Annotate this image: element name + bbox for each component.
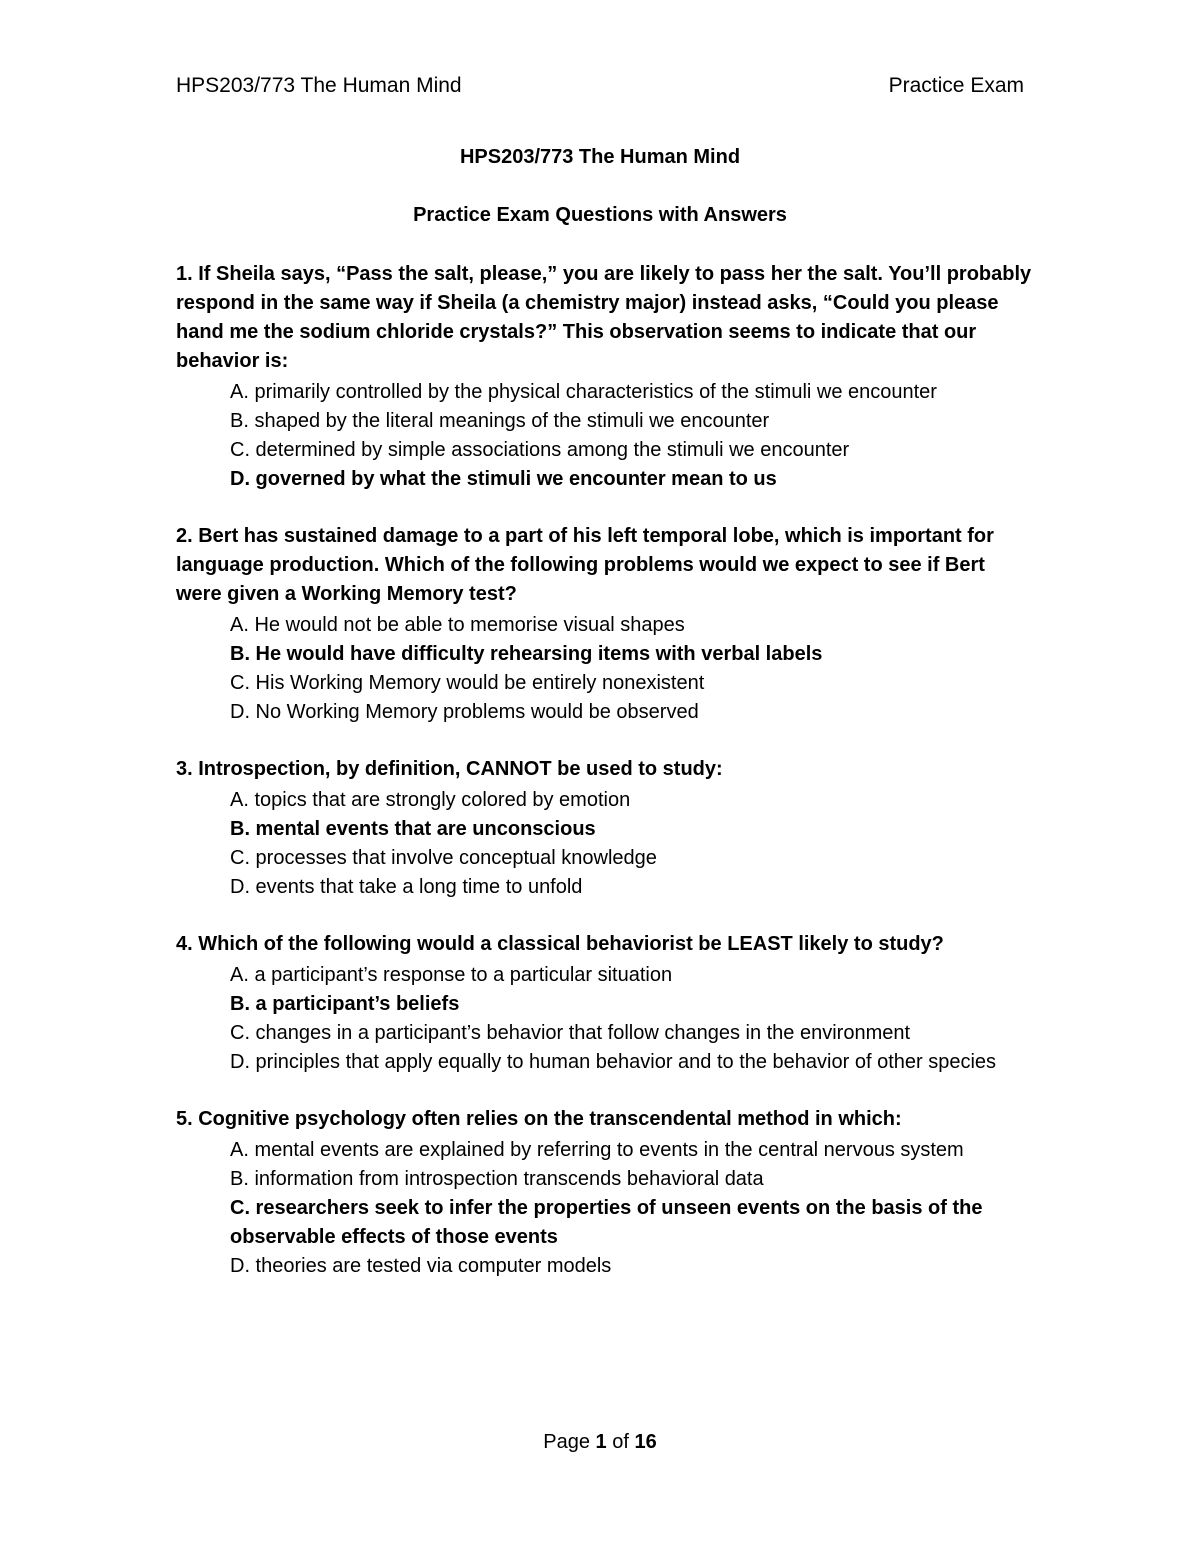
option-a: A. mental events are explained by referring to events in the central nervous system	[230, 1139, 964, 1161]
question-3	[176, 755, 1036, 902]
option-c: C. His Working Memory would be entirely nonexistent	[230, 672, 705, 694]
option-c: C. determined by simple associations among the stimuli we encounter	[230, 439, 850, 461]
page-footer	[0, 1427, 1200, 1457]
question-stem: 3. Introspection, by definition, CANNOT be used to study:	[176, 758, 723, 780]
option-b: B. information from introspection transcends behavioral data	[230, 1168, 764, 1190]
document-subtitle: Practice Exam Questions with Answers	[413, 204, 787, 226]
question-1	[176, 260, 1036, 494]
answer-options	[230, 378, 1036, 494]
option-a: A. He would not be able to memorise visual shapes	[230, 614, 685, 636]
question-stem: 4. Which of the following would a classical behaviorist be LEAST likely to study?	[176, 933, 944, 955]
answer-options	[230, 611, 1036, 727]
option-a: A. a participant’s response to a particular situation	[230, 964, 673, 986]
question-stem: 2. Bert has sustained damage to a part of his left temporal lobe, which is important for language production. Which of the following problems would we expect to see if Bert were given a Working Memory test?	[176, 525, 994, 605]
header-course-title: HPS203/773 The Human Mind	[176, 74, 462, 97]
question-5	[176, 1105, 1036, 1281]
option-c: C. processes that involve conceptual knowledge	[230, 847, 657, 869]
document-title: HPS203/773 The Human Mind	[459, 146, 741, 168]
option-d: D. events that take a long time to unfold	[230, 876, 583, 898]
option-b: B. a participant’s beliefs	[230, 993, 460, 1015]
page-label: Page	[543, 1431, 590, 1453]
option-b: B. He would have difficulty rehearsing items with verbal labels	[230, 643, 823, 665]
total-page-count: 16	[634, 1431, 657, 1453]
option-a: A. topics that are strongly colored by emotion	[230, 789, 631, 811]
option-d: D. principles that apply equally to human behavior and to the behavior of other species	[230, 1051, 997, 1073]
question-stem: 1. If Sheila says, “Pass the salt, please,” you are likely to pass her the salt. You’ll probably respond in the same way if Sheila (a chemistry major) instead asks, “Could you please hand me the sodium chloride crystals?” This observation seems to indicate that our behavior is:	[176, 263, 1032, 372]
answer-options	[230, 1136, 1036, 1281]
option-d: D. theories are tested via computer models	[230, 1255, 612, 1277]
running-header	[176, 70, 1024, 102]
header-doc-type: Practice Exam	[888, 74, 1024, 97]
question-2	[176, 522, 1036, 727]
option-a: A. primarily controlled by the physical characteristics of the stimuli we encounter	[230, 381, 937, 403]
question-4	[176, 930, 1036, 1077]
option-b: B. mental events that are unconscious	[230, 818, 596, 840]
option-c: C. changes in a participant’s behavior that follow changes in the environment	[230, 1022, 911, 1044]
option-b: B. shaped by the literal meanings of the stimuli we encounter	[230, 410, 770, 432]
question-stem: 5. Cognitive psychology often relies on the transcendental method in which:	[176, 1108, 902, 1130]
question-list	[176, 260, 1036, 1309]
option-c: C. researchers seek to infer the properties of unseen events on the basis of the observable effects of those events	[230, 1197, 983, 1248]
option-d: D. No Working Memory problems would be observed	[230, 701, 699, 723]
answer-options	[230, 786, 1036, 902]
option-d: D. governed by what the stimuli we encounter mean to us	[230, 468, 777, 490]
current-page-number: 1	[595, 1431, 607, 1453]
answer-options	[230, 961, 1036, 1077]
page-of-label: of	[612, 1431, 629, 1453]
